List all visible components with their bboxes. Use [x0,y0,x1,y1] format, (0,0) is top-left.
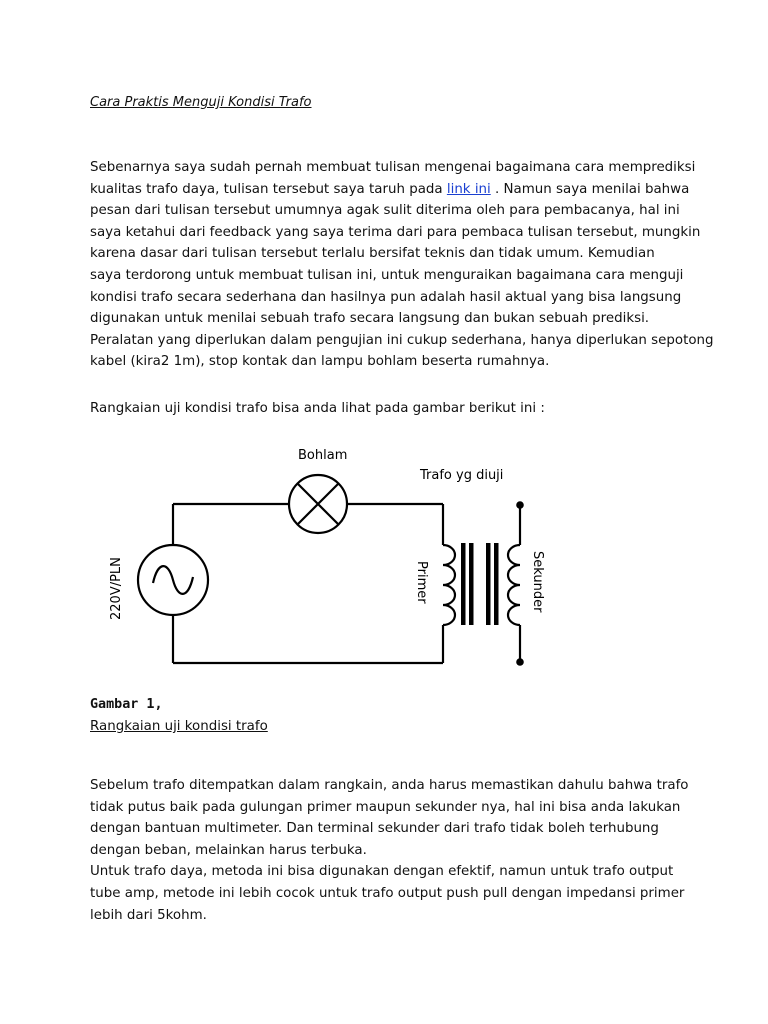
terminal-dot [516,658,524,666]
text-line: saya ketahui dari feedback yang saya terima dari para pembaca tulisan tersebut, mungkin [90,224,701,240]
intro-paragraph [90,157,730,373]
circuit-diagram [100,435,560,675]
link-ini[interactable]: link ini [446,181,491,197]
text-line: saya terdorong untuk membuat tulisan ini, untuk menguraikan bagaimana cara menguji [90,267,684,283]
text-line: Sebelum trafo ditempatkan dalam rangkain, anda harus memastikan dahulu bahwa trafo [90,778,689,793]
text-line: Rangkaian uji kondisi trafo bisa anda lihat pada gambar berikut ini : [90,401,545,416]
text-line: lebih dari 5kohm. [90,907,207,923]
core-bar [494,543,499,625]
page-title: Cara Praktis Menguji Kondisi Trafo [90,95,312,110]
text-line: Peralatan yang diperlukan dalam pengujian ini cukup sederhana, hanya diperlukan sepotong [90,332,714,348]
terminal-dot [516,501,524,509]
source-label: 220V/PLN [109,557,124,620]
secondary-label: Sekunder [530,551,545,613]
text-line: Sebenarnya saya sudah pernah membuat tulisan mengenai bagaimana cara memprediksi [90,160,696,175]
text-fragment: . Namun saya menilai bahwa [490,181,690,197]
core-bar [486,543,491,625]
core-bar [469,543,474,625]
figure-label: Gambar 1, [90,697,163,712]
trafo-label: Trafo yg diuji [420,468,504,483]
text-line: kabel (kira2 1m), stop kontak dan lampu bohlam beserta rumahnya. [90,354,550,370]
figure-caption: Rangkaian uji kondisi trafo [90,719,268,734]
text-line: Untuk trafo daya, metoda ini bisa digunakan dengan efektif, namun untuk trafo output [90,864,674,880]
text-line: digunakan untuk menilai sebuah trafo secara langsung dan bukan sebuah prediksi. [90,311,650,327]
text-line: kondisi trafo secara sederhana dan hasilnya pun adalah hasil aktual yang bisa langsung [90,289,682,305]
text-fragment: kualitas trafo daya, tulisan tersebut saya taruh pada [90,181,447,197]
text-line: tidak putus baik pada gulungan primer maupun sekunder nya, hal ini bisa anda lakukan [90,799,681,815]
text-line: tube amp, metode ini lebih cocok untuk trafo output push pull dengan impedansi primer [90,885,685,901]
sine-wave-icon [153,566,193,594]
text-line-with-link [90,179,730,201]
secondary-coil-icon [508,545,520,625]
core-bar [461,543,466,625]
diagram-intro [90,398,730,420]
primary-coil-icon [443,545,455,625]
text-line: karena dasar dari tulisan tersebut terlalu bersifat teknis dan tidak umum. Kemudian [90,246,655,262]
bulb-label: Bohlam [298,448,348,463]
text-line: dengan bantuan multimeter. Dan terminal sekunder dari trafo tidak boleh terhubung [90,821,659,837]
text-line: pesan dari tulisan tersebut umumnya agak sulit diterima oleh para pembacanya, hal ini [90,203,680,219]
body-paragraph-2 [90,775,730,926]
text-line: dengan beban, melainkan harus terbuka. [90,842,367,858]
primary-label: Primer [414,561,429,604]
